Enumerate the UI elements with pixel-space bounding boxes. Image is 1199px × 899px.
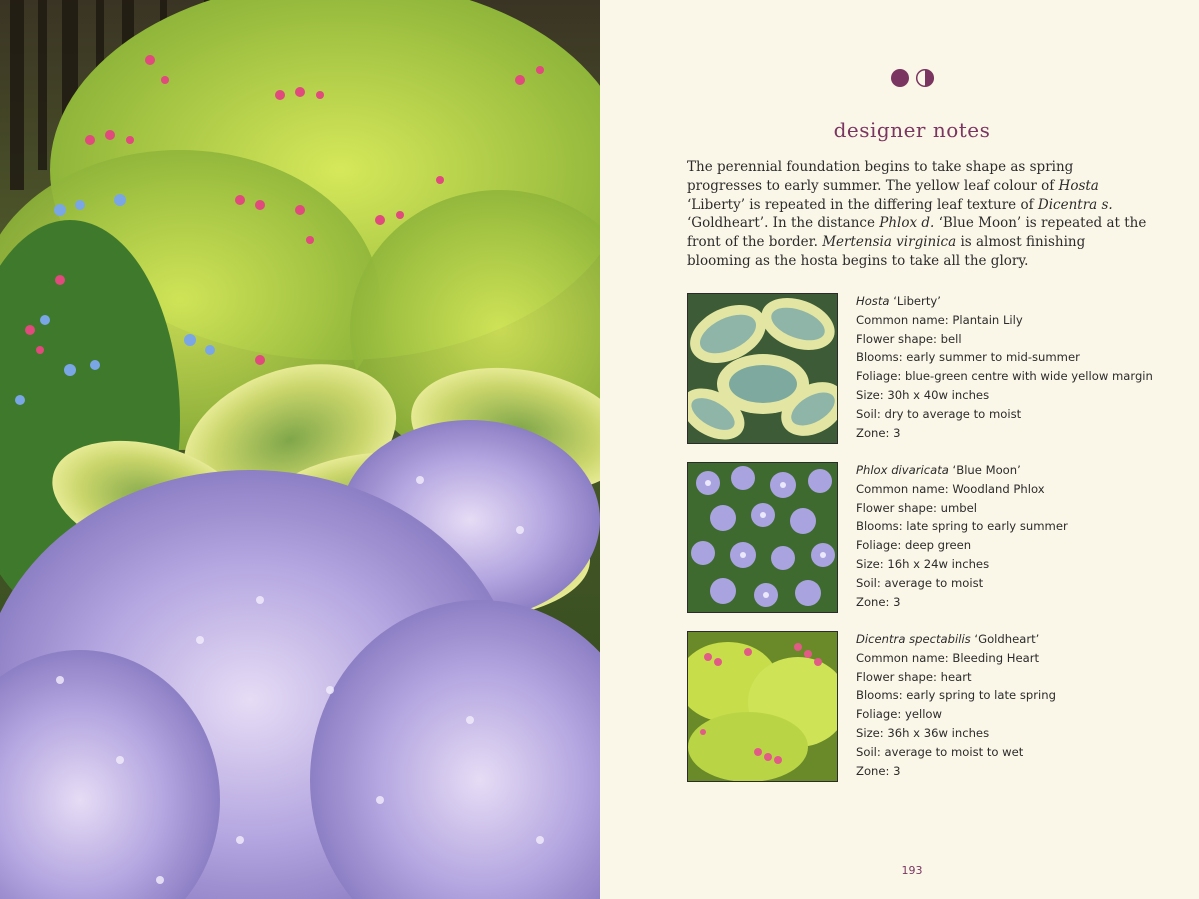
flower-shape: Flower shape: heart [856, 669, 972, 684]
zone: Zone: 3 [856, 763, 901, 778]
size: Size: 30h x 40w inches [856, 387, 990, 402]
hosta-details [856, 292, 1156, 442]
flower-shape: Flower shape: umbel [856, 500, 977, 515]
section-title: designer notes [833, 118, 991, 142]
dicentra-thumbnail [687, 631, 838, 782]
plant-card-phlox [687, 462, 1157, 614]
half-moon-icon [917, 70, 934, 87]
foliage: Foliage: yellow [856, 707, 942, 722]
plant-card-hosta [687, 293, 1157, 445]
soil: Soil: dry to average to moist [856, 406, 1022, 421]
intro-paragraph: The perennial foundation begins to take shape as spring progresses to early summer. The yellow leaf colour of Hosta ‘Liberty’ is repeated in the differing leaf texture of Dicentra s. ‘Goldheart’. In the distance Phlox d. ‘Blue Moon’ is repeated at the front of the border. Mertensia virginica is almost finishing blooming as the hosta begins to take all the glory. [687, 159, 1147, 269]
foliage: Foliage: deep green [856, 538, 972, 553]
zone: Zone: 3 [856, 425, 901, 440]
bloom-time: Blooms: late spring to early summer [856, 519, 1068, 534]
bloom-time: Blooms: early spring to late spring [856, 688, 1056, 703]
soil: Soil: average to moist [856, 575, 984, 590]
common-name: Common name: Bleeding Heart [856, 650, 1040, 665]
phlox-thumbnail [687, 462, 838, 613]
soil: Soil: average to moist to wet [856, 744, 1024, 759]
common-name: Common name: Plantain Lily [856, 312, 1023, 327]
plant-card-dicentra [687, 631, 1157, 783]
right-page [600, 0, 1199, 899]
plant-name: Hosta ‘Liberty’ [856, 294, 941, 308]
plant-name: Phlox divaricata ‘Blue Moon’ [856, 463, 1021, 477]
full-moon-icon [891, 69, 909, 87]
size: Size: 16h x 24w inches [856, 556, 990, 571]
common-name: Common name: Woodland Phlox [856, 481, 1045, 496]
hosta-thumbnail [687, 293, 838, 444]
foliage: Foliage: blue-green centre with wide yellow margin [856, 369, 1153, 384]
moon-phase-icons [890, 68, 938, 88]
size: Size: 36h x 36w inches [856, 725, 990, 740]
flower-shape: Flower shape: bell [856, 331, 962, 346]
dicentra-details [856, 630, 1156, 780]
zone: Zone: 3 [856, 594, 901, 609]
plant-name: Dicentra spectabilis ‘Goldheart’ [856, 632, 1040, 646]
page-number: 193 [901, 864, 923, 877]
bloom-time: Blooms: early summer to mid-summer [856, 350, 1080, 365]
phlox-details [856, 461, 1156, 611]
